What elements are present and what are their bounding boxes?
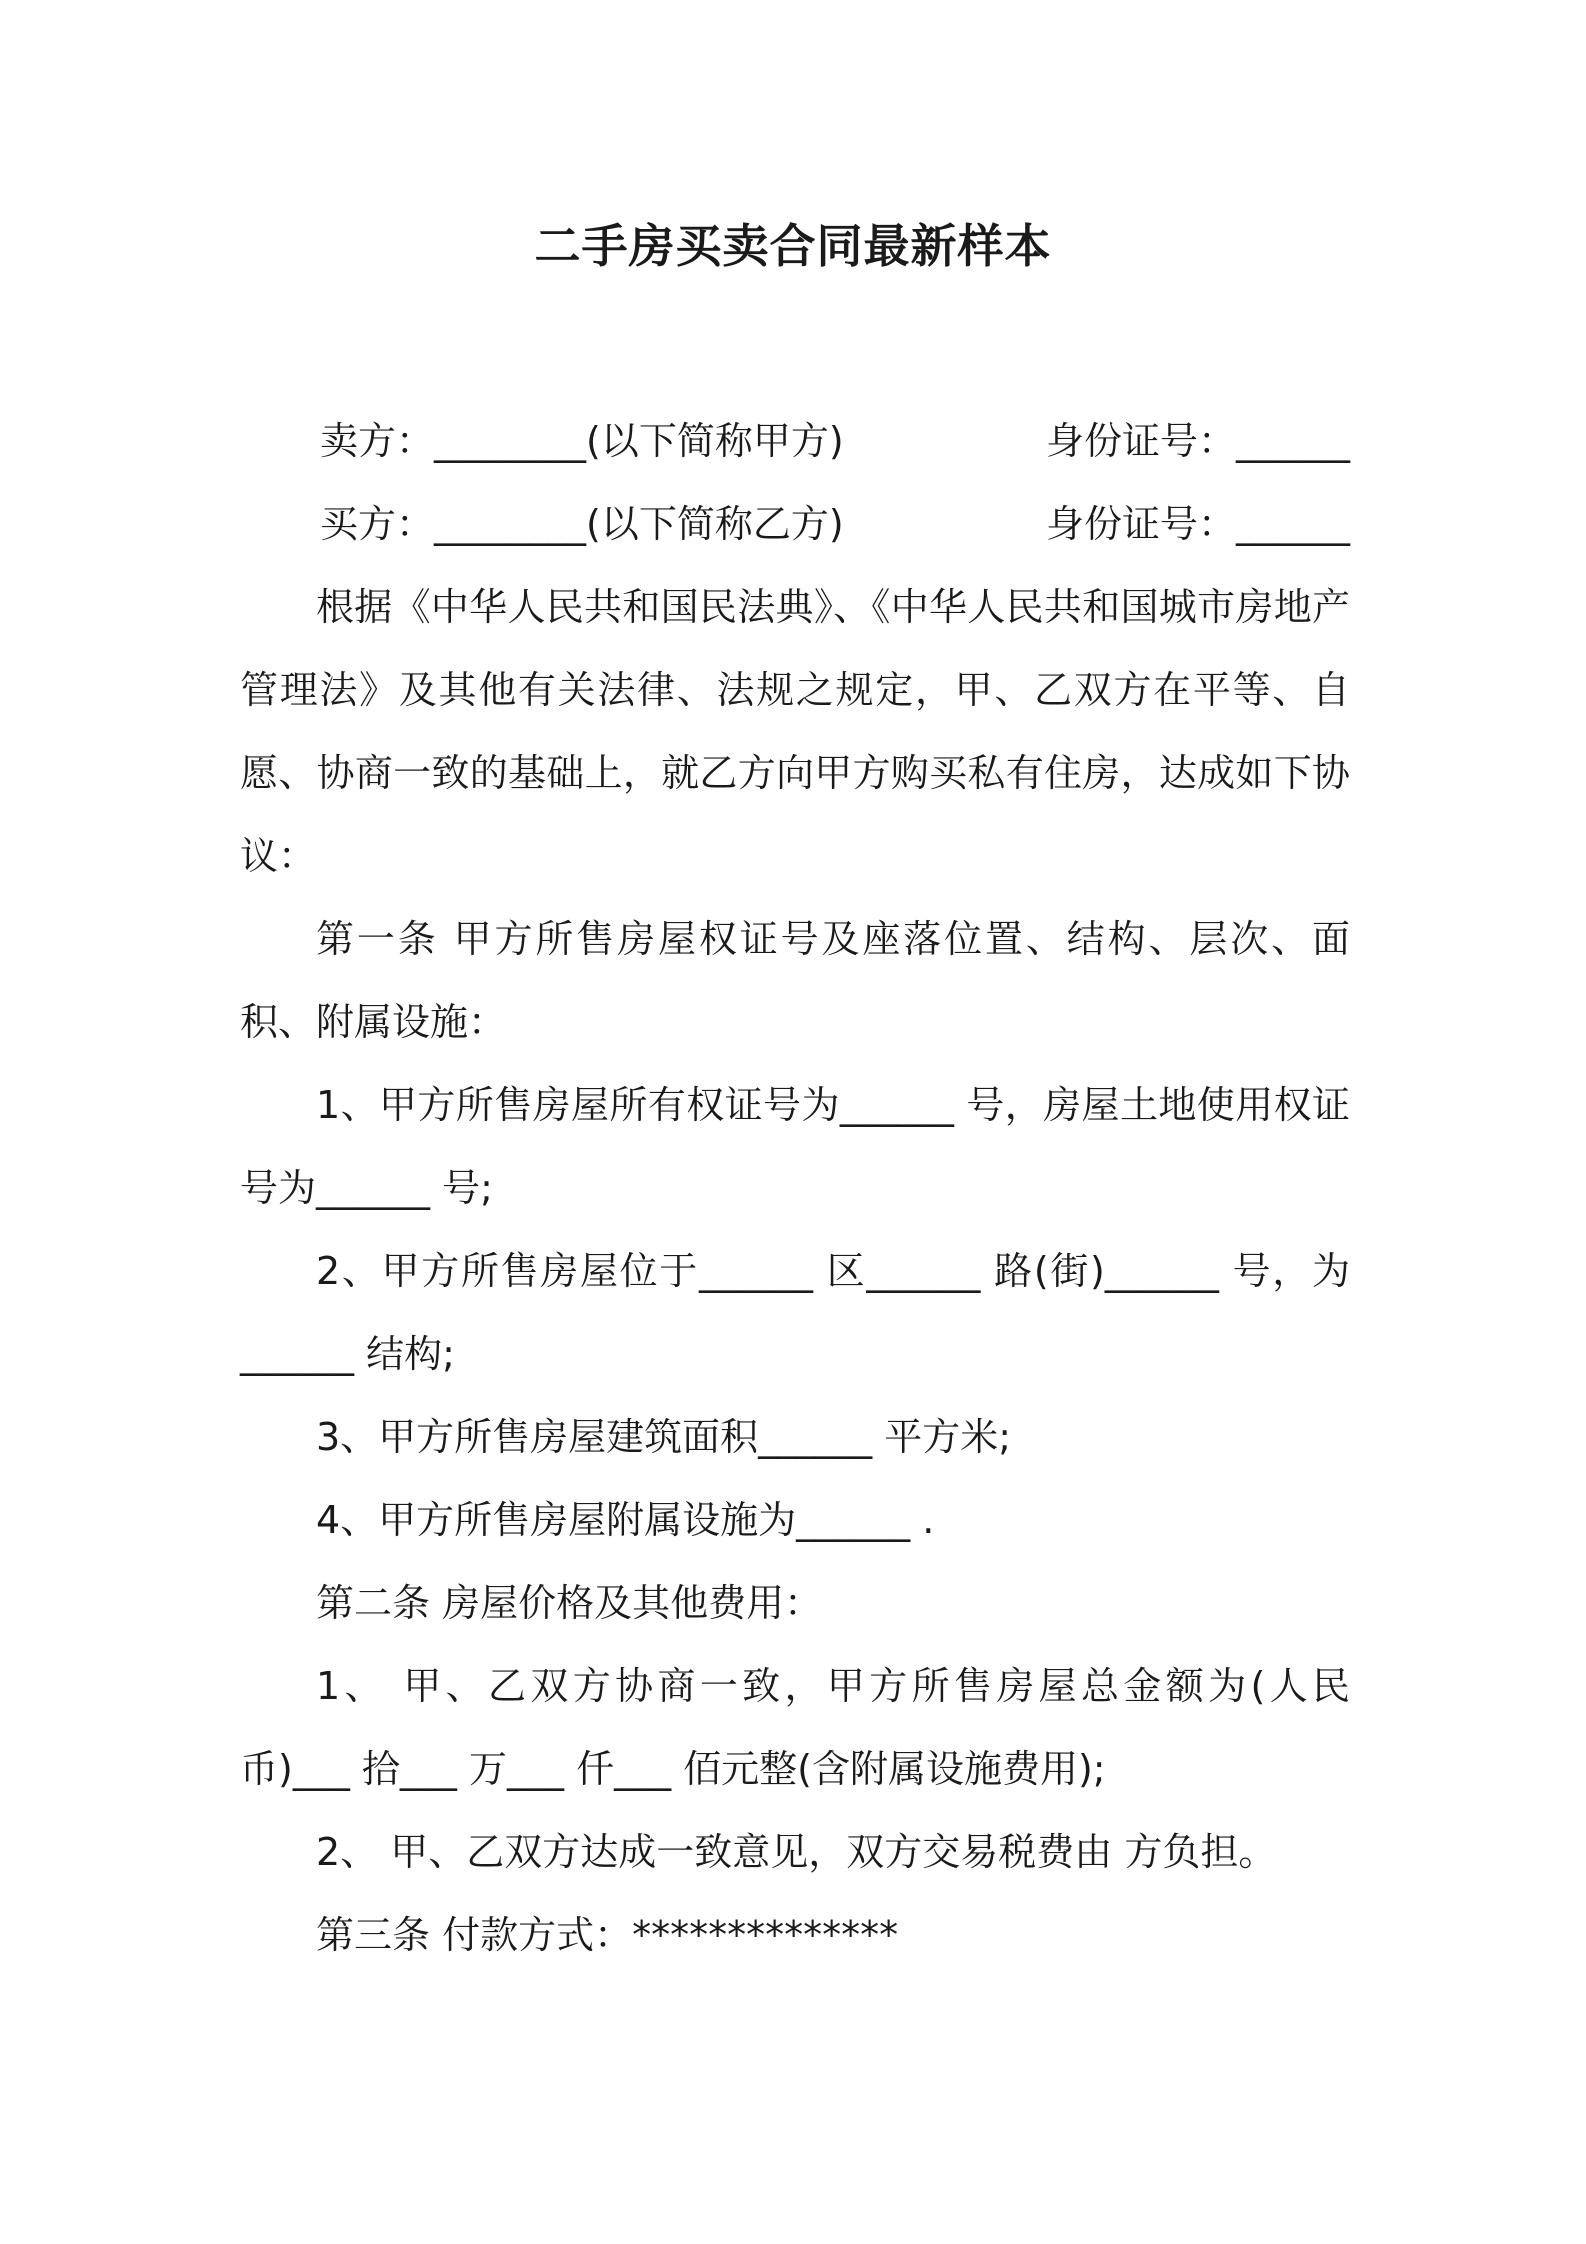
document-title: 二手房买卖合同最新样本 xyxy=(534,219,1052,273)
article-2-item-2: 2、 甲、乙双方达成一致意见，双方交易税费由 方负担。 xyxy=(316,1830,1277,1874)
buyer-label: 买方：________(以下简称乙方) xyxy=(320,502,844,546)
article-2-item-1: 1、 甲、乙双方协商一致，甲方所售房屋总金额为(人民币)___ 拾___ 万___ 仟___ 佰元整(含附属设施费用); xyxy=(240,1664,1350,1791)
document-body xyxy=(240,400,1350,1977)
article-2-heading: 第二条 房屋价格及其他费用： xyxy=(316,1581,823,1625)
preamble-paragraph: 根据《中华人民共和国民法典》、《中华人民共和国城市房地产管理法》及其他有关法律、法规之规定，甲、乙双方在平等、自愿、协商一致的基础上，就乙方向甲方购买私有住房，达成如下协议： xyxy=(240,585,1350,878)
article-1-heading: 第一条 甲方所售房屋权证号及座落位置、结构、层次、面积、附属设施： xyxy=(240,917,1350,1044)
article-3-heading: 第三条 付款方式：************** xyxy=(316,1913,899,1957)
article-1-item-3: 3、甲方所售房屋建筑面积______ 平方米; xyxy=(316,1415,1012,1459)
article-1-item-2: 2、甲方所售房屋位于______ 区______ 路(街)______ 号，为______ 结构; xyxy=(240,1249,1350,1376)
buyer-id-label: 身份证号：______ xyxy=(1045,502,1350,546)
article-1-item-1: 1、甲方所售房屋所有权证号为______ 号，房屋土地使用权证号为______ 号; xyxy=(240,1083,1350,1210)
buyer-row xyxy=(240,483,1350,566)
seller-row xyxy=(240,400,1350,483)
seller-id-label: 身份证号：______ xyxy=(1045,419,1350,463)
seller-label: 卖方：________(以下简称甲方) xyxy=(320,419,844,463)
article-1-item-4: 4、甲方所售房屋附属设施为______ . xyxy=(316,1498,935,1542)
